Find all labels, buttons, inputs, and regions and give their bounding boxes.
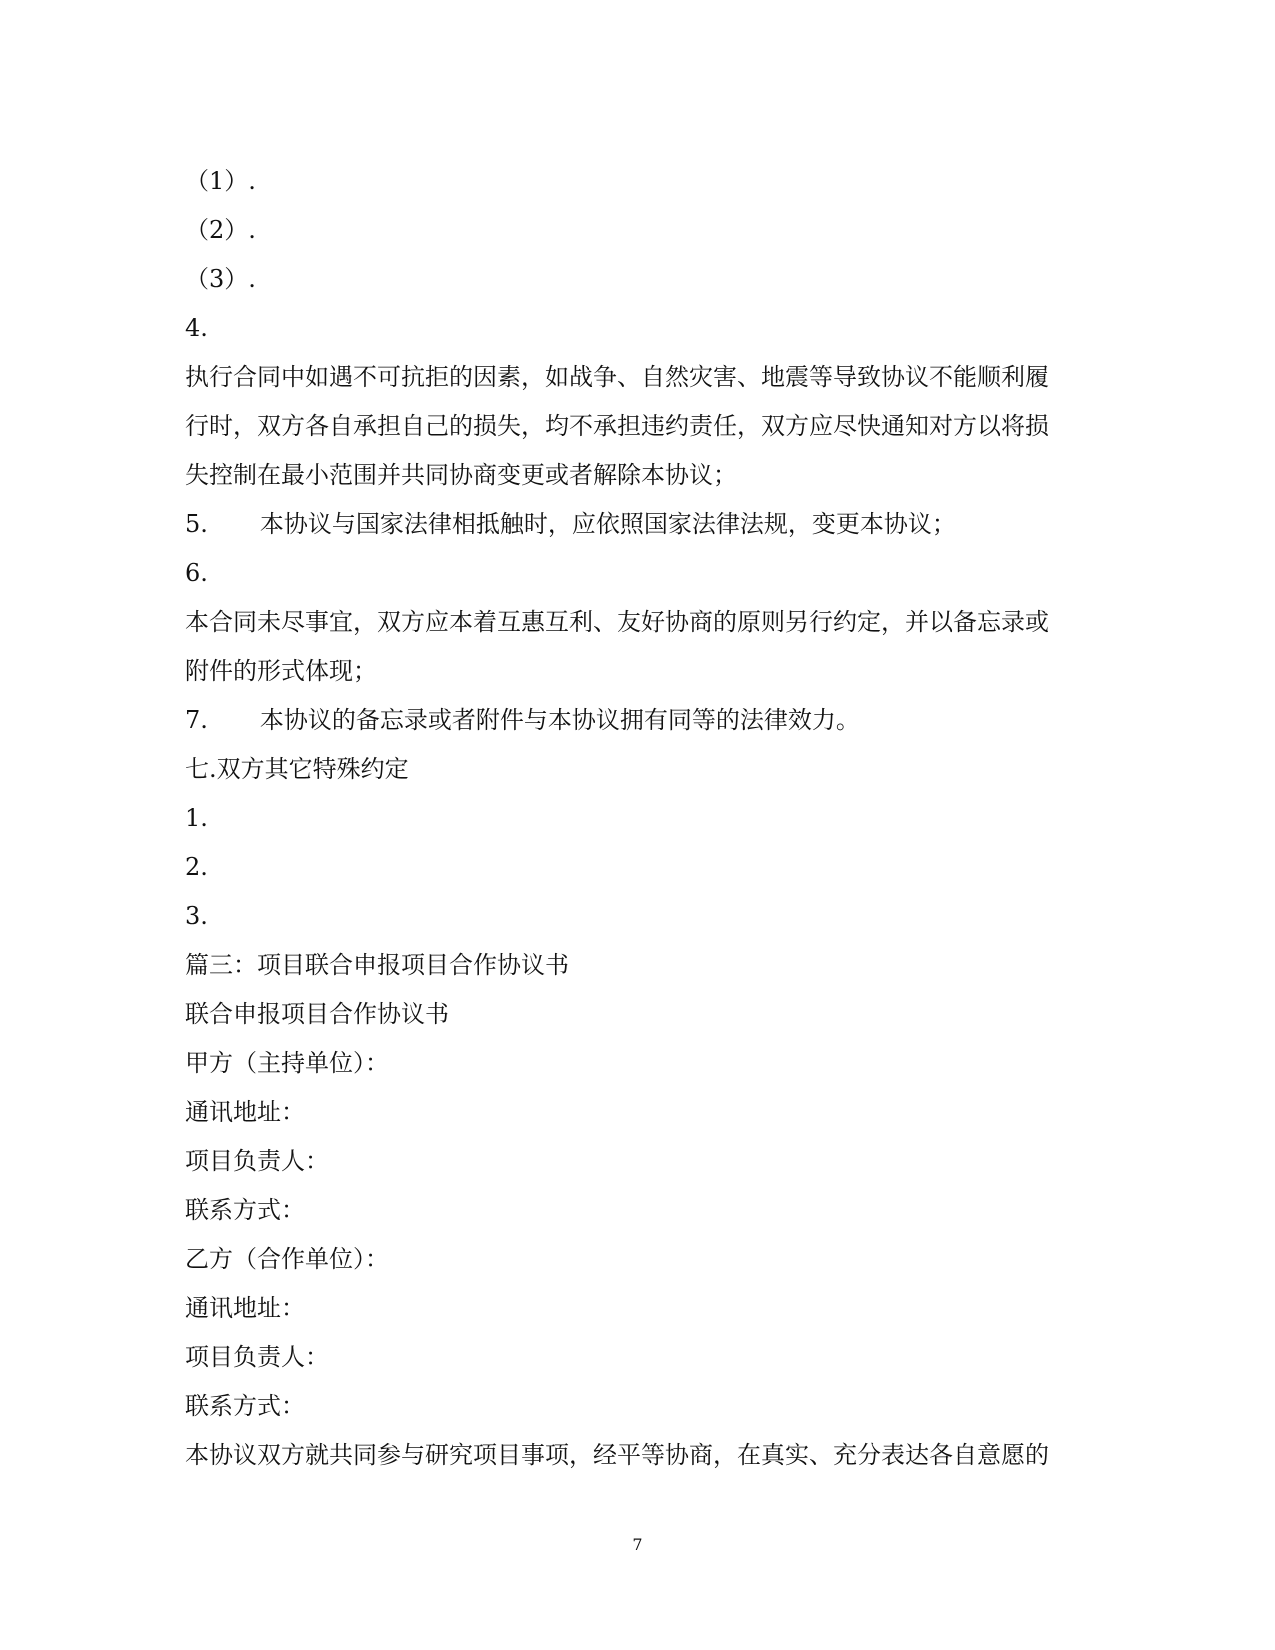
item-text: 本协议与国家法律相抵触时，应依照国家法律法规，变更本协议； (259, 510, 956, 538)
paragraph-line: 本协议双方就共同参与研究项目事项，经平等协商，在真实、充分表达各自意愿的 (185, 1441, 1049, 1469)
list-item (185, 500, 1090, 549)
list-item: （1）. (185, 167, 256, 195)
page-number: 7 (632, 1535, 643, 1554)
paragraph-line: 附件的形式体现； (185, 657, 377, 685)
list-item: 3. (185, 902, 208, 930)
item-text: 本协议的备忘录或者附件与本协议拥有同等的法律效力。 (259, 706, 860, 734)
party-b-leader: 项目负责人： (185, 1343, 329, 1371)
item-number: 5. (185, 510, 208, 538)
party-a-address: 通讯地址： (185, 1098, 305, 1126)
paragraph-line: 执行合同中如遇不可抗拒的因素，如战争、自然灾害、地震等导致协议不能顺利履 (185, 363, 1049, 391)
party-b-address: 通讯地址： (185, 1294, 305, 1322)
list-item (185, 696, 1090, 745)
list-item: 2. (185, 853, 208, 881)
list-item: 1. (185, 804, 208, 832)
part-heading: 篇三：项目联合申报项目合作协议书 (185, 951, 569, 979)
document-body (185, 157, 1090, 1480)
list-item: （2）. (185, 216, 256, 244)
agreement-title: 联合申报项目合作协议书 (185, 1000, 449, 1028)
party-b-contact: 联系方式： (185, 1392, 305, 1420)
item-number: 7. (185, 706, 208, 734)
paragraph-line: 行时，双方各自承担自己的损失，均不承担违约责任，双方应尽快通知对方以将损 (185, 412, 1049, 440)
paragraph-line: 本合同未尽事宜，双方应本着互惠互利、友好协商的原则另行约定，并以备忘录或 (185, 608, 1049, 636)
list-item: （3）. (185, 265, 256, 293)
party-b-label: 乙方（合作单位）： (185, 1245, 389, 1273)
party-a-leader: 项目负责人： (185, 1147, 329, 1175)
party-a-contact: 联系方式： (185, 1196, 305, 1224)
item-number: 6. (185, 559, 208, 587)
section-heading: 七.双方其它特殊约定 (185, 755, 409, 783)
party-a-label: 甲方（主持单位）： (185, 1049, 389, 1077)
paragraph-line: 失控制在最小范围并共同协商变更或者解除本协议； (185, 461, 737, 489)
item-number: 4. (185, 314, 208, 342)
